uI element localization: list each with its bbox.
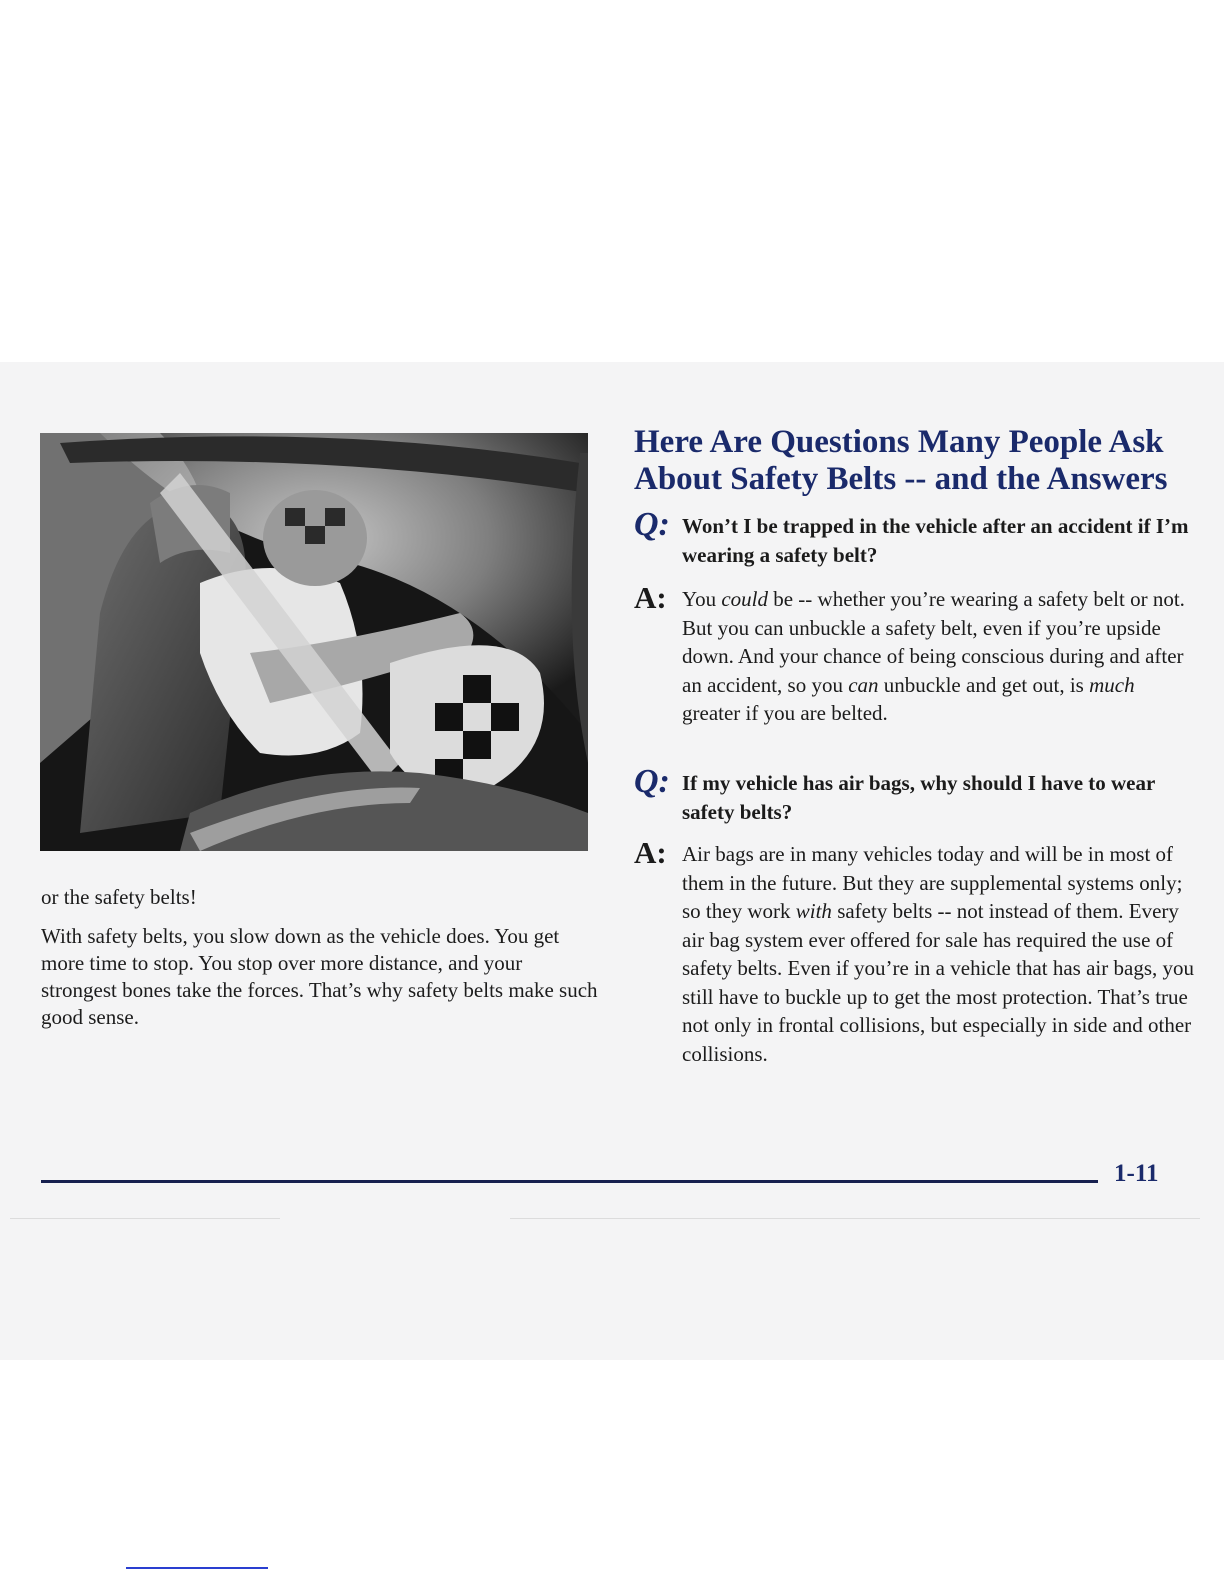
page-number: 1-11: [1114, 1160, 1159, 1187]
answer-emphasis: much: [1089, 672, 1135, 697]
answer-text: [682, 585, 1194, 728]
answer-marker: A:: [634, 835, 667, 870]
answer-2: [634, 835, 1194, 1068]
scan-divider: [510, 1218, 1200, 1219]
answer-1: [634, 580, 1194, 728]
answer-marker: A:: [634, 580, 667, 615]
photo-illustration: [40, 433, 588, 851]
footer-rule: [41, 1180, 1098, 1183]
crash-test-dummy-photo: [40, 433, 588, 851]
question-marker: Q:: [634, 763, 670, 800]
left-column-text: [41, 884, 601, 1043]
answer-text: [682, 840, 1194, 1068]
intro-line: or the safety belts!: [41, 885, 197, 909]
answer-emphasis: could: [721, 587, 768, 611]
answer-text-part: safety belts -- not instead of them. Every air bag system ever offered for sale has required the use of safety belts. Even if you’re in a vehicle that has air bags, you still have to buckle up to get the most protection. That’s true not only in frontal collisions, but especially in side and other collisions.: [682, 899, 1194, 1066]
heading-line-1: Here Are Questions Many People Ask: [634, 424, 1164, 460]
scan-divider: [10, 1218, 280, 1219]
link-underline: [126, 1567, 268, 1569]
answer-emphasis: can: [848, 672, 879, 697]
answer-text-part: be -- whether you’re wearing a safety belt or not. But you can unbuckle a safety belt, even if you’re upside down. And your chance of being conscious during and after an accident, so you: [682, 587, 1185, 697]
answer-text-part: You: [682, 587, 722, 611]
question-2: [634, 763, 1194, 826]
safety-belt-paragraph: With safety belts, you slow down as the vehicle does. You get more time to stop. You stop over more distance, and your strongest bones take the forces. That’s why safety belts make such good sense.: [41, 924, 598, 1029]
answer-text-part: unbuckle and get out, is: [878, 672, 1090, 697]
answer-text-part: Air bags are in many vehicles today and will be in most of them in the future. But they are supplemental systems only; so they work: [682, 842, 1183, 923]
section-heading: [634, 424, 1194, 498]
answer-text-part: greater if you are belted.: [682, 701, 888, 725]
question-1: [634, 506, 1194, 569]
question-marker: Q:: [634, 506, 670, 543]
question-text: Won’t I be trapped in the vehicle after an accident if I’m wearing a safety belt?: [682, 514, 1189, 567]
heading-line-2: About Safety Belts -- and the Answers: [634, 461, 1168, 497]
question-text: If my vehicle has air bags, why should I have to wear safety belts?: [682, 771, 1155, 824]
answer-emphasis: with: [795, 899, 832, 923]
